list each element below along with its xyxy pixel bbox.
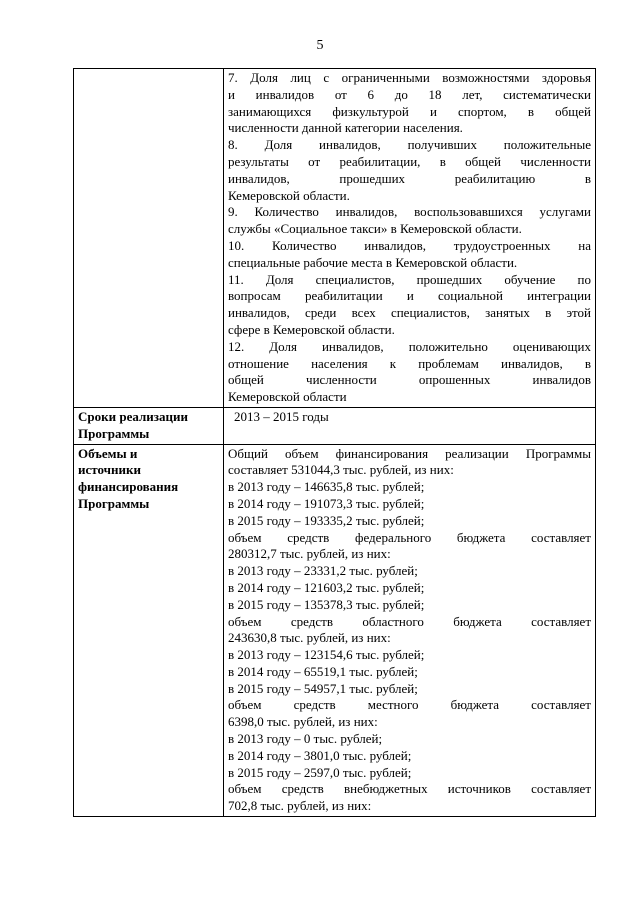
row-content-cell (224, 69, 596, 408)
row-content-line: сфере в Кемеровской области. (228, 321, 395, 337)
row-content-cell (224, 407, 596, 444)
row-content-line: отношение населения к проблемам инвалидов, в (228, 355, 591, 371)
row-content-line: 8. Доля инвалидов, получивших положительные (228, 137, 591, 153)
row-content-line: в 2013 году – 23331,2 тыс. рублей; (228, 563, 418, 579)
program-passport-table (73, 68, 596, 817)
row-content-line: 2013 – 2015 годы (234, 408, 329, 424)
row-content-line: инвалидов, среди всех специалистов, занятых в этой (228, 305, 591, 321)
row-content-line: 243630,8 тыс. рублей, из них: (228, 630, 391, 646)
row-content-line: занимающихся физкультурой и спортом, в общей (228, 103, 591, 119)
row-label-line: Сроки реализации (78, 408, 188, 424)
row-content-line: 9. Количество инвалидов, воспользовавшихся услугами (228, 204, 591, 220)
row-content-line: в 2014 году – 121603,2 тыс. рублей; (228, 579, 425, 595)
row-content-line: в 2013 году – 146635,8 тыс. рублей; (228, 479, 425, 495)
table-row (74, 407, 596, 444)
row-content-cell (224, 444, 596, 817)
row-content-line: службы «Социальное такси» в Кемеровской области. (228, 221, 522, 237)
row-content-line: в 2013 году – 0 тыс. рублей; (228, 731, 383, 747)
row-content-line: Кемеровской области. (228, 187, 350, 203)
row-content-line: 702,8 тыс. рублей, из них: (228, 798, 372, 814)
row-content-line: составляет 531044,3 тыс. рублей, из них: (228, 462, 454, 478)
row-content-line: в 2014 году – 65519,1 тыс. рублей; (228, 663, 418, 679)
row-content-line: 7. Доля лиц с ограниченными возможностями здоровья (228, 70, 591, 85)
row-content-line: и инвалидов от 6 до 18 лет, систематически (228, 86, 591, 102)
passport-table-body (74, 69, 596, 817)
table-row (74, 444, 596, 817)
row-content-line: 280312,7 тыс. рублей, из них: (228, 546, 391, 562)
row-label-line: источники (78, 462, 141, 478)
row-label-cell (74, 407, 224, 444)
row-content-line: общей численности опрошенных инвалидов (228, 372, 591, 388)
row-content-line: численности данной категории населения. (228, 120, 463, 136)
table-row (74, 69, 596, 408)
row-content-line: в 2015 году – 193335,2 тыс. рублей; (228, 512, 425, 528)
row-label-cell (74, 69, 224, 408)
row-content-line: 11. Доля специалистов, прошедших обучение по (228, 271, 591, 287)
row-content-line: объем средств местного бюджета составляет (228, 697, 591, 713)
row-content-line: в 2015 году – 54957,1 тыс. рублей; (228, 680, 418, 696)
row-content-line: Кемеровской области (228, 389, 347, 405)
row-content-line: в 2014 году – 191073,3 тыс. рублей; (228, 495, 425, 511)
row-content-line: результаты от реабилитации, в общей численности (228, 153, 591, 169)
row-label-line: Программы (78, 425, 150, 441)
page-number: 5 (316, 38, 324, 53)
row-content-line: Общий объем финансирования реализации Программы (228, 445, 591, 461)
row-content-line: в 2013 году – 123154,6 тыс. рублей; (228, 647, 425, 663)
row-content-line: в 2014 году – 3801,0 тыс. рублей; (228, 747, 412, 763)
row-content-line: 10. Количество инвалидов, трудоустроенных на (228, 237, 591, 253)
row-label-line: Объемы и (78, 445, 138, 461)
row-content-line: в 2015 году – 135378,3 тыс. рублей; (228, 596, 425, 612)
row-label-cell (74, 444, 224, 817)
row-content-line: инвалидов, прошедших реабилитацию в (228, 170, 591, 186)
row-content-line: объем средств областного бюджета составляет (228, 613, 591, 629)
row-content-line: в 2015 году – 2597,0 тыс. рублей; (228, 764, 412, 780)
row-content-line: объем средств внебюджетных источников составляет (228, 781, 591, 797)
row-content-line: 12. Доля инвалидов, положительно оценивающих (228, 338, 591, 354)
row-content-line: объем средств федерального бюджета составляет (228, 529, 591, 545)
row-content-line: 6398,0 тыс. рублей, из них: (228, 714, 378, 730)
row-content-line: вопросам реабилитации и социальной интеграции (228, 288, 591, 304)
row-content-line: специальные рабочие места в Кемеровской области. (228, 254, 518, 270)
row-label-line: финансирования (78, 479, 179, 495)
row-label-line: Программы (78, 495, 150, 511)
